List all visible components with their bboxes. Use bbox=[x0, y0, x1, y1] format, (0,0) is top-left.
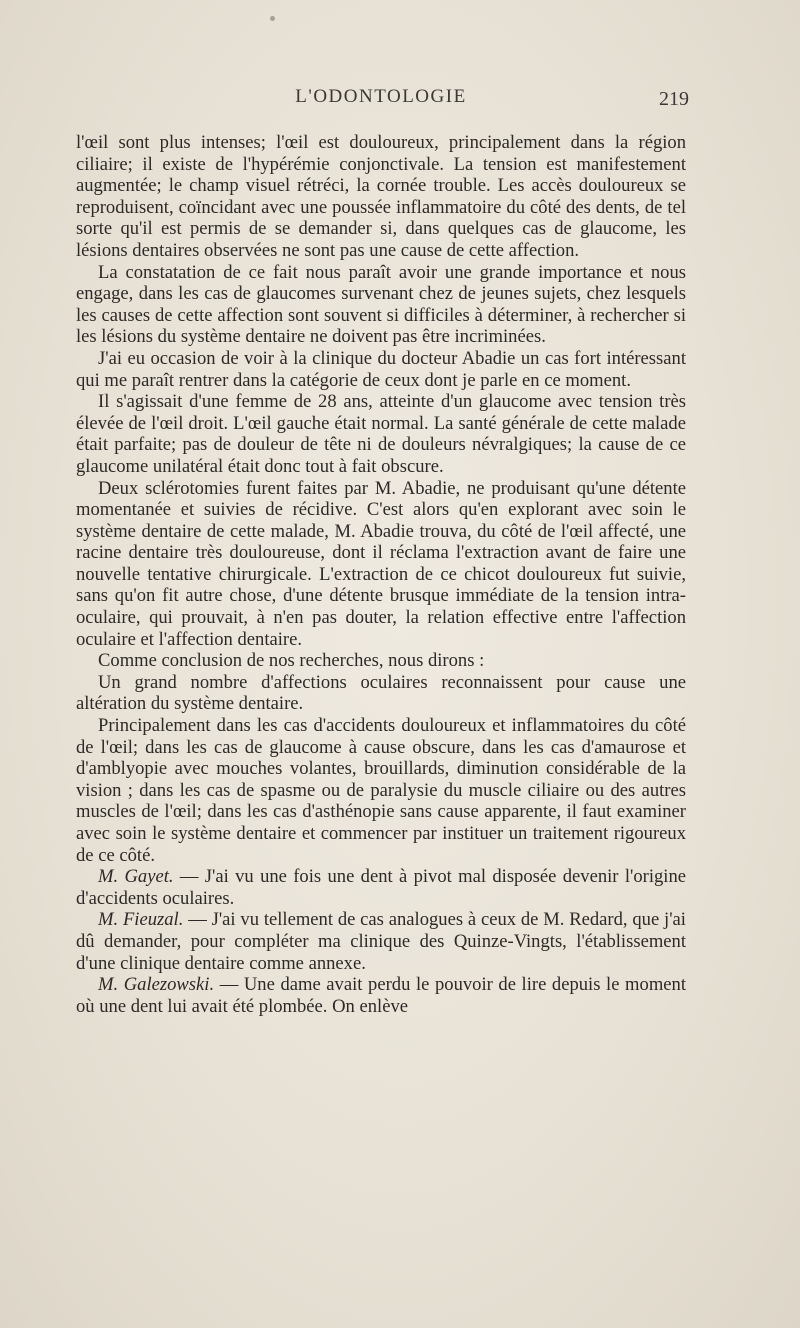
paragraph bbox=[76, 262, 686, 348]
paragraph-text: Principalement dans les cas d'accidents douloureux et inflammatoires du côté de l'œil; dans les cas de glaucome à cause obscure, dans les cas d'amaurose et d'amblyopie avec mouches volantes, brouillards, diminution considérable de la vision ; dans les cas de spasme ou de paralysie du muscle ciliaire ou des autres muscles de l'œil; dans les cas d'asthénopie sans cause apparente, il faut examiner avec soin le système dentaire et commencer par instituer un traitement rigoureux de ce côté. bbox=[76, 715, 686, 866]
paragraph bbox=[76, 672, 686, 715]
paragraph-text: — J'ai vu tellement de cas analogues à ceux de M. Redard, que j'ai dû demander, pour compléter ma clinique des Quinze-Vingts, l'établissement d'une clinique dentaire comme annexe. bbox=[76, 909, 686, 974]
paragraph-text: Un grand nombre d'affections oculaires reconnaissent pour cause une altération du système dentaire. bbox=[76, 671, 686, 715]
ink-speck bbox=[270, 16, 275, 21]
running-head bbox=[76, 86, 689, 116]
paragraph bbox=[76, 866, 686, 909]
paragraph bbox=[76, 478, 686, 651]
paragraph bbox=[76, 348, 686, 391]
paragraph-text: La constatation de ce fait nous paraît avoir une grande importance et nous engage, dans les cas de glaucomes survenant chez de jeunes sujets, chez lesquels les causes de cette affection sont souvent si difficiles à déterminer, à rechercher si les lésions du système dentaire ne doivent pas être incriminées. bbox=[76, 261, 686, 348]
paragraph bbox=[76, 391, 686, 477]
paragraph-text: J'ai eu occasion de voir à la clinique du docteur Abadie un cas fort intéressant qui me paraît rentrer dans la catégorie de ceux dont je parle en ce moment. bbox=[76, 347, 686, 391]
speaker-name: M. Gayet. bbox=[98, 866, 174, 888]
paragraph-text: — J'ai vu une fois une dent à pivot mal disposée devenir l'origine d'accidents oculaires. bbox=[76, 866, 687, 909]
speaker-name: M. Fieuzal. bbox=[98, 909, 184, 931]
paragraph-text: — Une dame avait perdu le pouvoir de lire depuis le moment où une dent lui avait été plombée. On enlève bbox=[76, 974, 686, 1017]
running-title: L'ODONTOLOGIE bbox=[295, 86, 467, 107]
paragraph bbox=[76, 132, 686, 262]
paragraph-text: l'œil sont plus intenses; l'œil est douloureux, principalement dans la région ciliaire; il existe de l'hypérémie conjonctivale. La tension est manifestement augmentée; le champ visuel rétréci, la cornée trouble. Les accès douloureux se reproduisent, coïncidant avec une poussée inflammatoire du côté des dents, de tel sorte qu'il est permis de se demander si, dans quelques cas de glaucome, les lésions dentaires observées ne sont pas une cause de cette affection. bbox=[76, 132, 686, 261]
paragraph bbox=[76, 650, 686, 672]
speaker-name: M. Galezowski. bbox=[98, 974, 215, 996]
paragraph-text: Il s'agissait d'une femme de 28 ans, atteinte d'un glaucome avec tension très élevée de l'œil droit. L'œil gauche était normal. La santé générale de cette malade était parfaite; pas de douleur de tête ni de douleurs névralgiques; la cause de ce glaucome unilatéral était donc tout à fait obscure. bbox=[76, 391, 686, 477]
page-number: 219 bbox=[659, 88, 689, 110]
paragraph-text: Comme conclusion de nos recherches, nous dirons : bbox=[98, 650, 485, 672]
paragraph bbox=[76, 715, 686, 866]
paragraph-text: Deux sclérotomies furent faites par M. Abadie, ne produisant qu'une détente momentanée et suivies de récidive. C'est alors qu'en explorant avec soin le système dentaire de cette malade, M. Abadie trouva, du côté de l'œil affecté, une racine dentaire très douloureuse, dont il réclama l'extraction avant de faire une nouvelle tentative chirurgicale. L'extraction de ce chicot douloureux fut suivie, sans qu'on fit autre chose, d'une détente brusque immédiate de la tension intra-oculaire, qui prouvait, à n'en pas douter, la relation effective entre l'affection oculaire et l'affection dentaire. bbox=[76, 477, 686, 650]
paragraph bbox=[76, 974, 686, 1017]
paragraph bbox=[76, 909, 686, 974]
body-text bbox=[76, 132, 686, 1017]
